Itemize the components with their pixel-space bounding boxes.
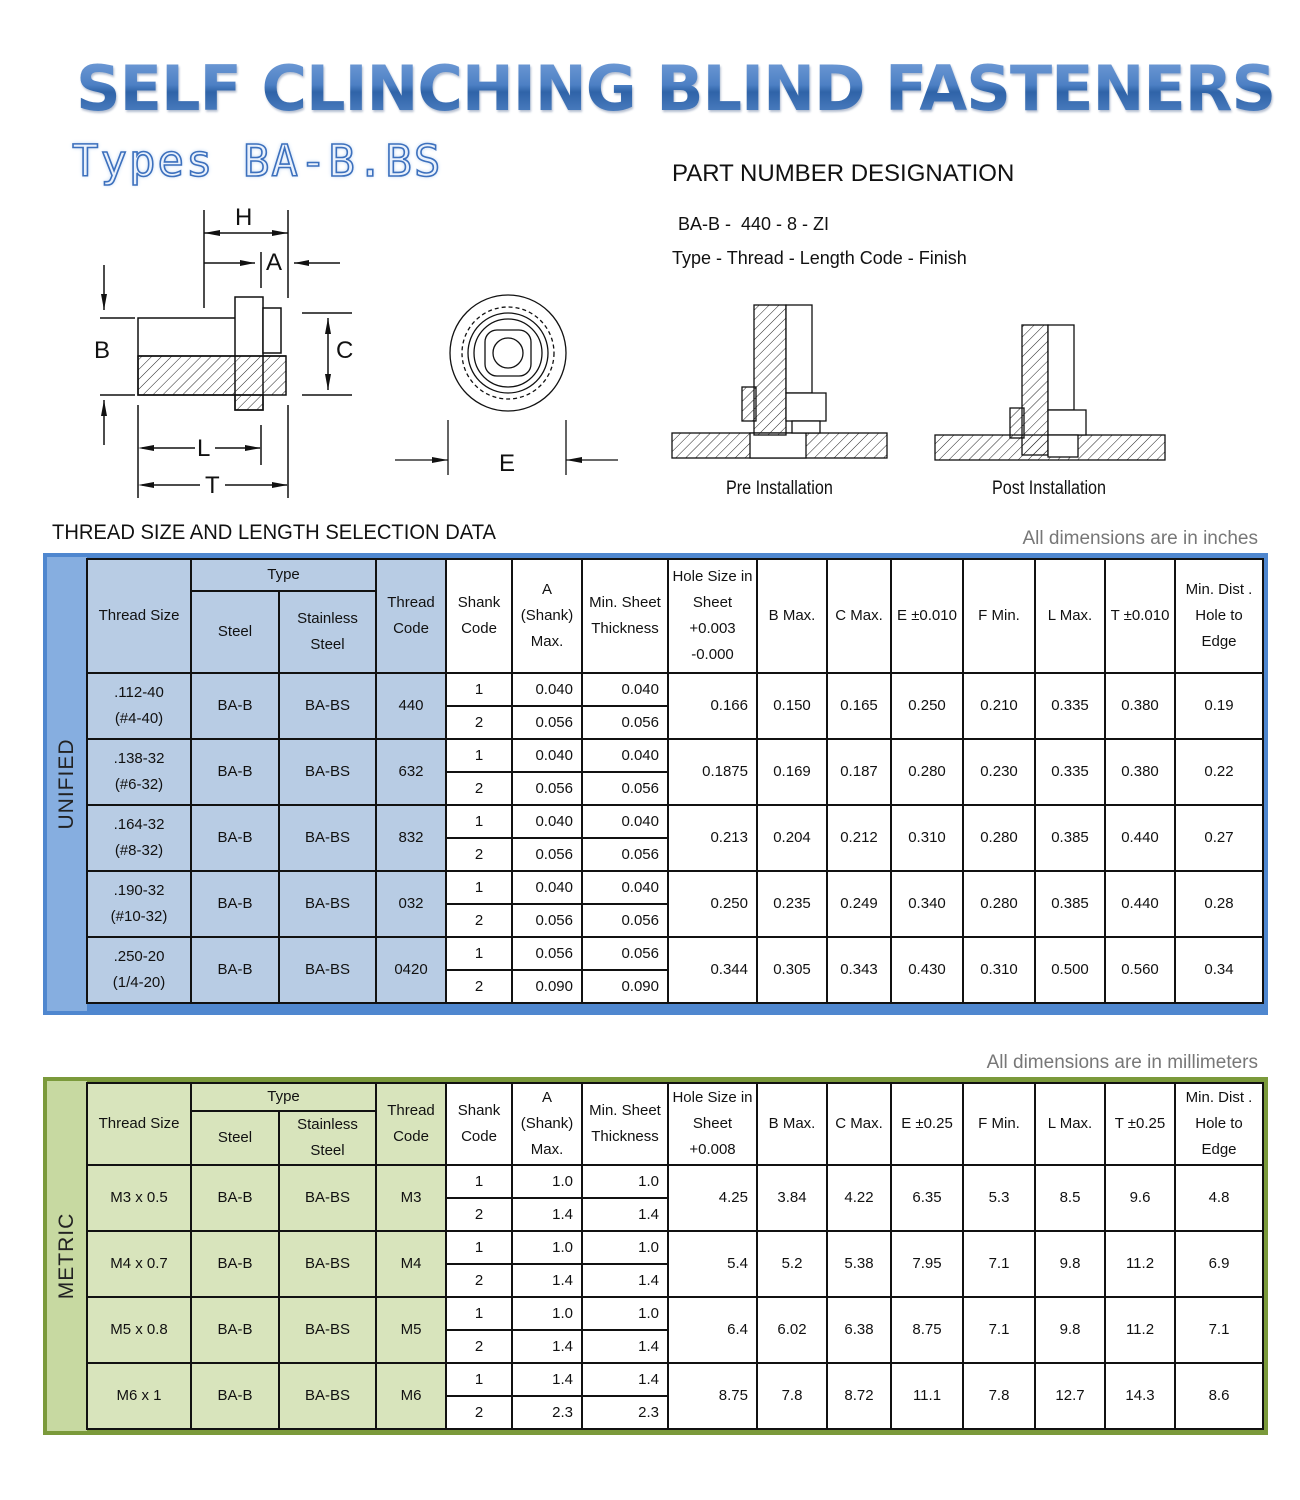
min-dist-cell: 0.34 xyxy=(1175,937,1263,1003)
e-cell: 8.75 xyxy=(891,1297,963,1363)
thread-code-cell: 632 xyxy=(376,739,446,805)
header-steel: Steel xyxy=(191,591,279,673)
thread-size-cell: M5 x 0.8 xyxy=(87,1297,191,1363)
table-row xyxy=(87,1297,1263,1330)
header-l-max: L Max. xyxy=(1035,559,1105,673)
b-cell: 3.84 xyxy=(757,1165,827,1231)
table-row xyxy=(87,805,1263,838)
f-cell: 0.230 xyxy=(963,739,1035,805)
section-title: THREAD SIZE AND LENGTH SELECTION DATA xyxy=(52,521,496,544)
t-cell: 0.440 xyxy=(1105,871,1175,937)
stainless-part-cell: BA-BS xyxy=(279,805,376,871)
thread-code-cell: 0420 xyxy=(376,937,446,1003)
t-cell: 11.2 xyxy=(1105,1297,1175,1363)
thread-code-cell: 032 xyxy=(376,871,446,937)
hole-size-cell: 8.75 xyxy=(668,1363,757,1429)
shank-code-cell: 2 xyxy=(446,1264,512,1297)
min-sheet-cell: 0.040 xyxy=(582,805,668,838)
dimension-label-b: B xyxy=(94,337,111,364)
c-cell: 4.22 xyxy=(827,1165,891,1231)
hole-size-cell: 0.213 xyxy=(668,805,757,871)
header-t-tolerance: T ±0.010 xyxy=(1105,559,1175,673)
shank-code-cell: 2 xyxy=(446,1330,512,1363)
hole-size-cell: 0.344 xyxy=(668,937,757,1003)
header-thread-size: Thread Size xyxy=(87,1083,191,1165)
part-number-legend: Type - Thread - Length Code - Finish xyxy=(672,248,967,268)
steel-part-cell: BA-B xyxy=(191,1363,279,1429)
c-cell: 8.72 xyxy=(827,1363,891,1429)
table-row xyxy=(87,871,1263,904)
post-installation-drawing xyxy=(930,320,1170,465)
thread-size: .190-32 xyxy=(113,882,165,899)
l-cell: 9.8 xyxy=(1035,1231,1105,1297)
part-number-title: PART NUMBER DESIGNATION xyxy=(672,160,1015,187)
min-sheet-cell: 0.056 xyxy=(582,772,668,805)
l-cell: 0.385 xyxy=(1035,871,1105,937)
b-cell: 0.169 xyxy=(757,739,827,805)
c-cell: 0.249 xyxy=(827,871,891,937)
units-note-millimeters: All dimensions are in millimeters xyxy=(986,1052,1258,1073)
l-cell: 0.335 xyxy=(1035,673,1105,739)
c-cell: 0.212 xyxy=(827,805,891,871)
min-dist-cell: 7.1 xyxy=(1175,1297,1263,1363)
thread-size-alt: (#8-32) xyxy=(114,842,164,859)
hole-size-cell: 5.4 xyxy=(668,1231,757,1297)
header-type: Type xyxy=(191,1083,376,1111)
header-c-max: C Max. xyxy=(827,1083,891,1165)
min-sheet-cell: 1.0 xyxy=(582,1297,668,1330)
header-c-max: C Max. xyxy=(827,559,891,673)
thread-code-cell: 832 xyxy=(376,805,446,871)
post-installation-label: Post Installation xyxy=(992,478,1107,499)
metric-table xyxy=(86,1082,1264,1430)
l-cell: 0.500 xyxy=(1035,937,1105,1003)
a-shank-cell: 1.4 xyxy=(512,1198,582,1231)
min-sheet-cell: 0.040 xyxy=(582,739,668,772)
min-sheet-cell: 1.4 xyxy=(582,1264,668,1297)
steel-part-cell: BA-B xyxy=(191,1165,279,1231)
shank-code-cell: 2 xyxy=(446,706,512,739)
shank-code-cell: 2 xyxy=(446,904,512,937)
min-dist-cell: 0.19 xyxy=(1175,673,1263,739)
header-e-tolerance: E ±0.010 xyxy=(891,559,963,673)
pre-installation-drawing xyxy=(670,295,895,465)
t-cell: 11.2 xyxy=(1105,1231,1175,1297)
f-cell: 7.1 xyxy=(963,1297,1035,1363)
min-sheet-cell: 1.4 xyxy=(582,1198,668,1231)
stainless-part-cell: BA-BS xyxy=(279,871,376,937)
l-cell: 0.385 xyxy=(1035,805,1105,871)
f-cell: 5.3 xyxy=(963,1165,1035,1231)
header-stainless-steel: Stainless Steel xyxy=(279,1111,376,1165)
header-hole-size: Hole Size in Sheet +0.008 xyxy=(668,1083,757,1165)
b-cell: 0.305 xyxy=(757,937,827,1003)
header-thread-code: Thread Code xyxy=(376,559,446,673)
unified-side-label: UNIFIED xyxy=(55,738,78,830)
thread-size-cell xyxy=(87,805,191,871)
steel-part-cell: BA-B xyxy=(191,1297,279,1363)
thread-size-cell: M3 x 0.5 xyxy=(87,1165,191,1231)
e-cell: 7.95 xyxy=(891,1231,963,1297)
thread-code-cell: M4 xyxy=(376,1231,446,1297)
metric-side-band xyxy=(47,1081,87,1431)
t-cell: 9.6 xyxy=(1105,1165,1175,1231)
min-sheet-cell: 1.4 xyxy=(582,1363,668,1396)
thread-size-alt: (#10-32) xyxy=(110,908,168,925)
min-sheet-cell: 0.056 xyxy=(582,706,668,739)
thread-size: .164-32 xyxy=(113,816,165,833)
a-shank-cell: 1.4 xyxy=(512,1363,582,1396)
e-cell: 0.310 xyxy=(891,805,963,871)
table-row xyxy=(87,673,1263,706)
table-row xyxy=(87,739,1263,772)
header-min-sheet-thickness: Min. Sheet Thickness xyxy=(582,559,668,673)
header-steel: Steel xyxy=(191,1111,279,1165)
stainless-part-cell: BA-BS xyxy=(279,739,376,805)
a-shank-cell: 1.4 xyxy=(512,1264,582,1297)
t-cell: 0.380 xyxy=(1105,739,1175,805)
table-row xyxy=(87,1231,1263,1264)
shank-code-cell: 1 xyxy=(446,805,512,838)
page-subtitle: Types BA-B.BS xyxy=(72,136,443,187)
thread-size-alt: (1/4-20) xyxy=(112,974,166,991)
unified-table xyxy=(86,558,1264,1004)
shank-code-cell: 1 xyxy=(446,871,512,904)
thread-size-cell xyxy=(87,739,191,805)
page-title: SELF CLINCHING BLIND FASTENERS xyxy=(76,52,1276,125)
c-cell: 0.187 xyxy=(827,739,891,805)
header-min-sheet-thickness: Min. Sheet Thickness xyxy=(582,1083,668,1165)
part-number-example: BA-B - 440 - 8 - ZI xyxy=(678,214,830,234)
steel-part-cell: BA-B xyxy=(191,805,279,871)
steel-part-cell: BA-B xyxy=(191,739,279,805)
a-shank-cell: 0.056 xyxy=(512,706,582,739)
t-cell: 14.3 xyxy=(1105,1363,1175,1429)
f-cell: 7.8 xyxy=(963,1363,1035,1429)
dimension-label-e: E xyxy=(499,450,516,477)
shank-code-cell: 1 xyxy=(446,739,512,772)
a-shank-cell: 2.3 xyxy=(512,1396,582,1429)
f-cell: 0.210 xyxy=(963,673,1035,739)
t-cell: 0.560 xyxy=(1105,937,1175,1003)
a-shank-cell: 0.090 xyxy=(512,970,582,1003)
stainless-part-cell: BA-BS xyxy=(279,1363,376,1429)
shank-code-cell: 2 xyxy=(446,838,512,871)
min-sheet-cell: 1.4 xyxy=(582,1330,668,1363)
shank-code-cell: 1 xyxy=(446,937,512,970)
thread-size: .138-32 xyxy=(113,750,165,767)
header-stainless-steel: Stainless Steel xyxy=(279,591,376,673)
a-shank-cell: 0.056 xyxy=(512,904,582,937)
f-cell: 0.280 xyxy=(963,805,1035,871)
a-shank-cell: 0.056 xyxy=(512,937,582,970)
shank-code-cell: 2 xyxy=(446,1396,512,1429)
hole-size-cell: 4.25 xyxy=(668,1165,757,1231)
min-dist-cell: 0.28 xyxy=(1175,871,1263,937)
pre-installation-label: Pre Installation xyxy=(726,478,833,499)
thread-size: .112-40 xyxy=(114,684,164,701)
a-shank-cell: 0.040 xyxy=(512,805,582,838)
thread-size-cell: M6 x 1 xyxy=(87,1363,191,1429)
a-shank-cell: 1.4 xyxy=(512,1330,582,1363)
header-type: Type xyxy=(191,559,376,591)
l-cell: 8.5 xyxy=(1035,1165,1105,1231)
header-min-dist-hole-to-edge: Min. Dist . Hole to Edge xyxy=(1175,1083,1263,1165)
header-shank-code: Shank Code xyxy=(446,559,512,673)
e-cell: 0.430 xyxy=(891,937,963,1003)
c-cell: 5.38 xyxy=(827,1231,891,1297)
header-b-max: B Max. xyxy=(757,1083,827,1165)
min-sheet-cell: 0.040 xyxy=(582,871,668,904)
b-cell: 0.204 xyxy=(757,805,827,871)
min-dist-cell: 8.6 xyxy=(1175,1363,1263,1429)
unified-table-panel xyxy=(43,553,1268,1015)
fastener-side-view-drawing xyxy=(90,200,380,505)
f-cell: 7.1 xyxy=(963,1231,1035,1297)
header-f-min: F Min. xyxy=(963,559,1035,673)
a-shank-cell: 0.040 xyxy=(512,871,582,904)
dimension-label-c: C xyxy=(336,337,354,364)
steel-part-cell: BA-B xyxy=(191,673,279,739)
table-row xyxy=(87,937,1263,970)
dimension-label-t: T xyxy=(205,472,220,499)
b-cell: 5.2 xyxy=(757,1231,827,1297)
dimension-label-h: H xyxy=(235,204,253,231)
e-cell: 0.280 xyxy=(891,739,963,805)
min-sheet-cell: 2.3 xyxy=(582,1396,668,1429)
header-shank-code: Shank Code xyxy=(446,1083,512,1165)
shank-code-cell: 1 xyxy=(446,1297,512,1330)
metric-side-label: METRIC xyxy=(55,1212,78,1300)
dimension-label-a: A xyxy=(266,249,283,276)
shank-code-cell: 2 xyxy=(446,772,512,805)
min-dist-cell: 4.8 xyxy=(1175,1165,1263,1231)
stainless-part-cell: BA-BS xyxy=(279,673,376,739)
table-row xyxy=(87,1165,1263,1198)
a-shank-cell: 0.040 xyxy=(512,739,582,772)
thread-size-alt: (#6-32) xyxy=(114,776,164,793)
shank-code-cell: 2 xyxy=(446,1198,512,1231)
e-cell: 0.250 xyxy=(891,673,963,739)
c-cell: 0.343 xyxy=(827,937,891,1003)
thread-size-cell xyxy=(87,673,191,739)
l-cell: 12.7 xyxy=(1035,1363,1105,1429)
shank-code-cell: 1 xyxy=(446,1231,512,1264)
steel-part-cell: BA-B xyxy=(191,871,279,937)
header-e-tolerance: E ±0.25 xyxy=(891,1083,963,1165)
e-cell: 11.1 xyxy=(891,1363,963,1429)
min-sheet-cell: 1.0 xyxy=(582,1165,668,1198)
header-l-max: L Max. xyxy=(1035,1083,1105,1165)
b-cell: 6.02 xyxy=(757,1297,827,1363)
header-a-shank-max: A (Shank) Max. xyxy=(512,559,582,673)
min-sheet-cell: 0.040 xyxy=(582,673,668,706)
thread-code-cell: 440 xyxy=(376,673,446,739)
table-row xyxy=(87,1363,1263,1396)
shank-code-cell: 1 xyxy=(446,1363,512,1396)
min-sheet-cell: 0.056 xyxy=(582,838,668,871)
header-t-tolerance: T ±0.25 xyxy=(1105,1083,1175,1165)
thread-code-cell: M3 xyxy=(376,1165,446,1231)
header-thread-size: Thread Size xyxy=(87,559,191,673)
hole-size-cell: 0.250 xyxy=(668,871,757,937)
stainless-part-cell: BA-BS xyxy=(279,1297,376,1363)
b-cell: 0.150 xyxy=(757,673,827,739)
fastener-end-view-drawing xyxy=(390,285,630,485)
units-note-inches: All dimensions are in inches xyxy=(1022,528,1258,549)
hole-size-cell: 0.166 xyxy=(668,673,757,739)
thread-code-cell: M6 xyxy=(376,1363,446,1429)
thread-size-alt: (#4-40) xyxy=(114,710,164,727)
hole-size-cell: 0.1875 xyxy=(668,739,757,805)
thread-size-cell xyxy=(87,871,191,937)
thread-code-cell: M5 xyxy=(376,1297,446,1363)
e-cell: 6.35 xyxy=(891,1165,963,1231)
t-cell: 0.440 xyxy=(1105,805,1175,871)
min-dist-cell: 0.22 xyxy=(1175,739,1263,805)
c-cell: 0.165 xyxy=(827,673,891,739)
dimension-label-l: L xyxy=(197,435,211,462)
stainless-part-cell: BA-BS xyxy=(279,1231,376,1297)
min-sheet-cell: 0.090 xyxy=(582,970,668,1003)
header-hole-size: Hole Size in Sheet +0.003 -0.000 xyxy=(668,559,757,673)
a-shank-cell: 0.040 xyxy=(512,673,582,706)
f-cell: 0.280 xyxy=(963,871,1035,937)
min-dist-cell: 0.27 xyxy=(1175,805,1263,871)
unified-side-band xyxy=(47,557,87,1011)
header-f-min: F Min. xyxy=(963,1083,1035,1165)
min-sheet-cell: 0.056 xyxy=(582,904,668,937)
a-shank-cell: 0.056 xyxy=(512,772,582,805)
f-cell: 0.310 xyxy=(963,937,1035,1003)
t-cell: 0.380 xyxy=(1105,673,1175,739)
a-shank-cell: 1.0 xyxy=(512,1297,582,1330)
header-min-dist-hole-to-edge: Min. Dist . Hole to Edge xyxy=(1175,559,1263,673)
steel-part-cell: BA-B xyxy=(191,937,279,1003)
e-cell: 0.340 xyxy=(891,871,963,937)
header-thread-code: Thread Code xyxy=(376,1083,446,1165)
b-cell: 7.8 xyxy=(757,1363,827,1429)
a-shank-cell: 0.056 xyxy=(512,838,582,871)
header-b-max: B Max. xyxy=(757,559,827,673)
thread-size-cell: M4 x 0.7 xyxy=(87,1231,191,1297)
l-cell: 9.8 xyxy=(1035,1297,1105,1363)
thread-size: .250-20 xyxy=(113,948,165,965)
hole-size-cell: 6.4 xyxy=(668,1297,757,1363)
min-dist-cell: 6.9 xyxy=(1175,1231,1263,1297)
min-sheet-cell: 1.0 xyxy=(582,1231,668,1264)
metric-table-panel xyxy=(43,1077,1268,1435)
shank-code-cell: 1 xyxy=(446,673,512,706)
a-shank-cell: 1.0 xyxy=(512,1165,582,1198)
min-sheet-cell: 0.056 xyxy=(582,937,668,970)
stainless-part-cell: BA-BS xyxy=(279,937,376,1003)
b-cell: 0.235 xyxy=(757,871,827,937)
shank-code-cell: 2 xyxy=(446,970,512,1003)
header-a-shank-max: A (Shank) Max. xyxy=(512,1083,582,1165)
thread-size-cell xyxy=(87,937,191,1003)
stainless-part-cell: BA-BS xyxy=(279,1165,376,1231)
l-cell: 0.335 xyxy=(1035,739,1105,805)
a-shank-cell: 1.0 xyxy=(512,1231,582,1264)
shank-code-cell: 1 xyxy=(446,1165,512,1198)
c-cell: 6.38 xyxy=(827,1297,891,1363)
steel-part-cell: BA-B xyxy=(191,1231,279,1297)
